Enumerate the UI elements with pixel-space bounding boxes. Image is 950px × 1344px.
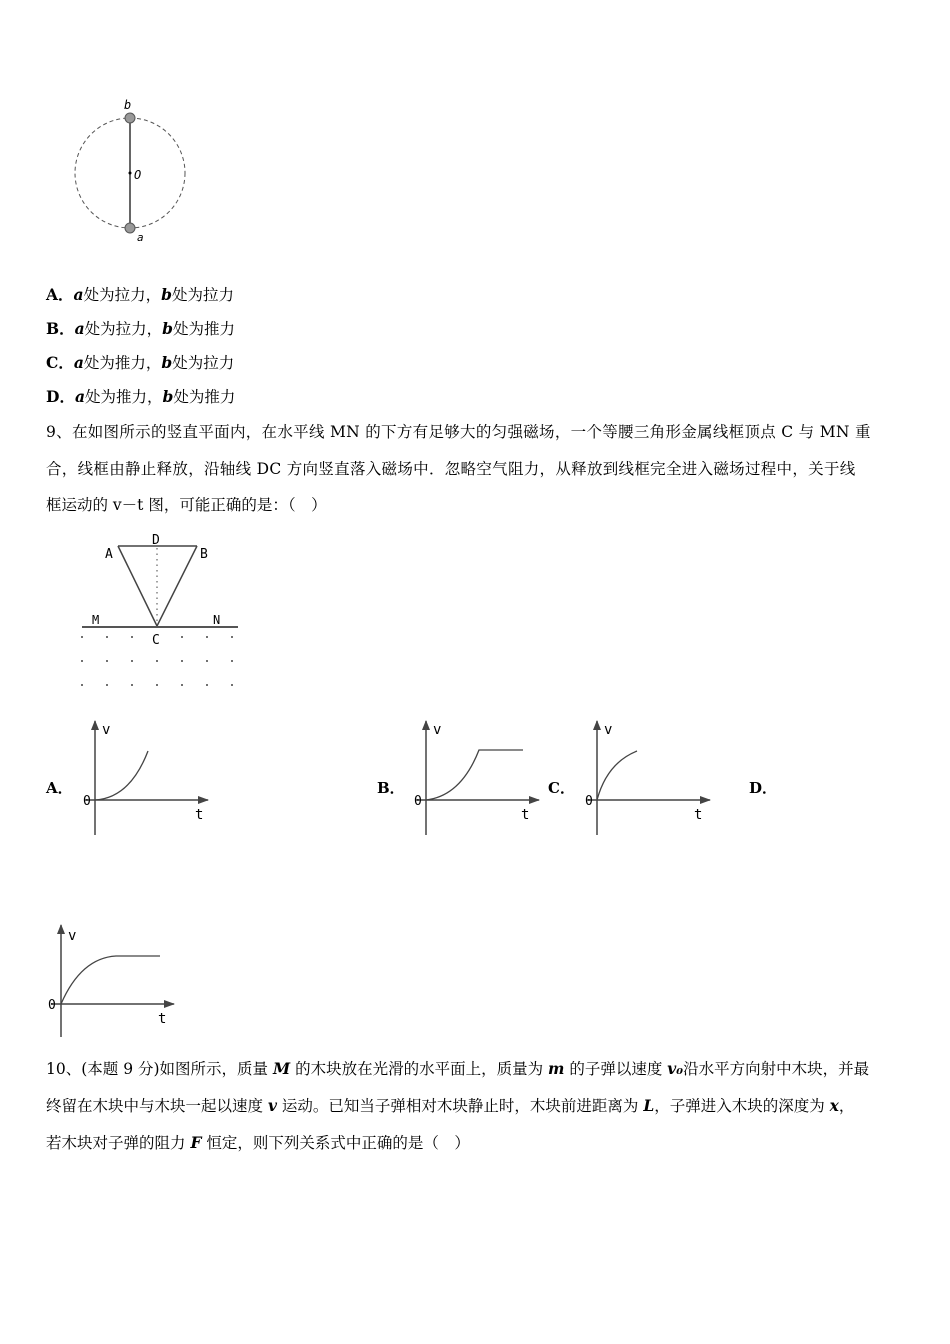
- svg-text:t: t: [158, 1011, 167, 1027]
- option-c[interactable]: C．a处为推力，b处为拉力: [46, 353, 235, 372]
- svg-text:v: v: [433, 722, 442, 738]
- svg-text:A: A: [105, 547, 113, 562]
- vt-graph-b[interactable]: [411, 718, 541, 838]
- svg-text:N: N: [213, 613, 221, 627]
- label-a: a: [137, 231, 144, 244]
- svg-text:0: 0: [585, 794, 593, 809]
- graph-option-c-label[interactable]: C．: [548, 779, 575, 797]
- circle-figure: [0, 95, 200, 245]
- svg-text:0: 0: [83, 794, 91, 809]
- svg-text:M: M: [92, 613, 100, 627]
- svg-text:v: v: [102, 722, 111, 738]
- graph-option-b-label[interactable]: B．: [377, 779, 405, 797]
- svg-text:D: D: [152, 533, 160, 548]
- svg-text:t: t: [694, 807, 703, 823]
- svg-text:B: B: [200, 547, 208, 562]
- q9-line-1: 9、在如图所示的竖直平面内，在水平线 MN 的下方有足够大的匀强磁场，一个等腰三角形金属线框顶点 C 与 MN 重: [46, 423, 871, 441]
- q10-line-3: 若木块对子弹的阻力 F 恒定，则下列关系式中正确的是（ ）: [46, 1133, 470, 1152]
- q9-line-3: 框运动的 v－t 图，可能正确的是：（ ）: [46, 496, 327, 514]
- svg-text:v: v: [604, 722, 613, 738]
- vt-graph-d[interactable]: [46, 920, 176, 1040]
- label-o: O: [134, 168, 142, 182]
- option-d[interactable]: D．a处为推力，b处为推力: [46, 387, 236, 406]
- vt-graph-c[interactable]: [582, 718, 712, 838]
- option-a[interactable]: A．a处为拉力，b处为拉力: [46, 285, 234, 304]
- q10-line-1: 10、(本题 9 分)如图所示，质量 M 的木块放在光滑的水平面上，质量为 m 的子弹以速度 v₀沿水平方向射中木块，并最: [46, 1059, 870, 1078]
- q10-line-2: 终留在木块中与木块一起以速度 v 运动。已知当子弹相对木块静止时，木块前进距离为 L，子弹进入木块的深度为 x，: [46, 1096, 855, 1115]
- graph-option-a-label[interactable]: A．: [46, 779, 73, 797]
- label-b: b: [124, 98, 132, 112]
- vt-graph-a[interactable]: [80, 718, 210, 838]
- svg-text:0: 0: [414, 794, 422, 809]
- svg-text:v: v: [68, 928, 77, 944]
- graph-option-d-label[interactable]: D．: [749, 779, 778, 797]
- svg-text:0: 0: [48, 998, 56, 1013]
- q9-line-2: 合，线框由静止释放，沿轴线 DC 方向竖直落入磁场中．忽略空气阻力，从释放到线框完全进入磁场过程中，关于线: [46, 460, 856, 478]
- triangle-figure: [60, 520, 260, 700]
- svg-text:C: C: [152, 633, 160, 648]
- option-b[interactable]: B．a处为拉力，b处为推力: [46, 319, 236, 338]
- svg-text:t: t: [195, 807, 204, 823]
- svg-text:t: t: [521, 807, 530, 823]
